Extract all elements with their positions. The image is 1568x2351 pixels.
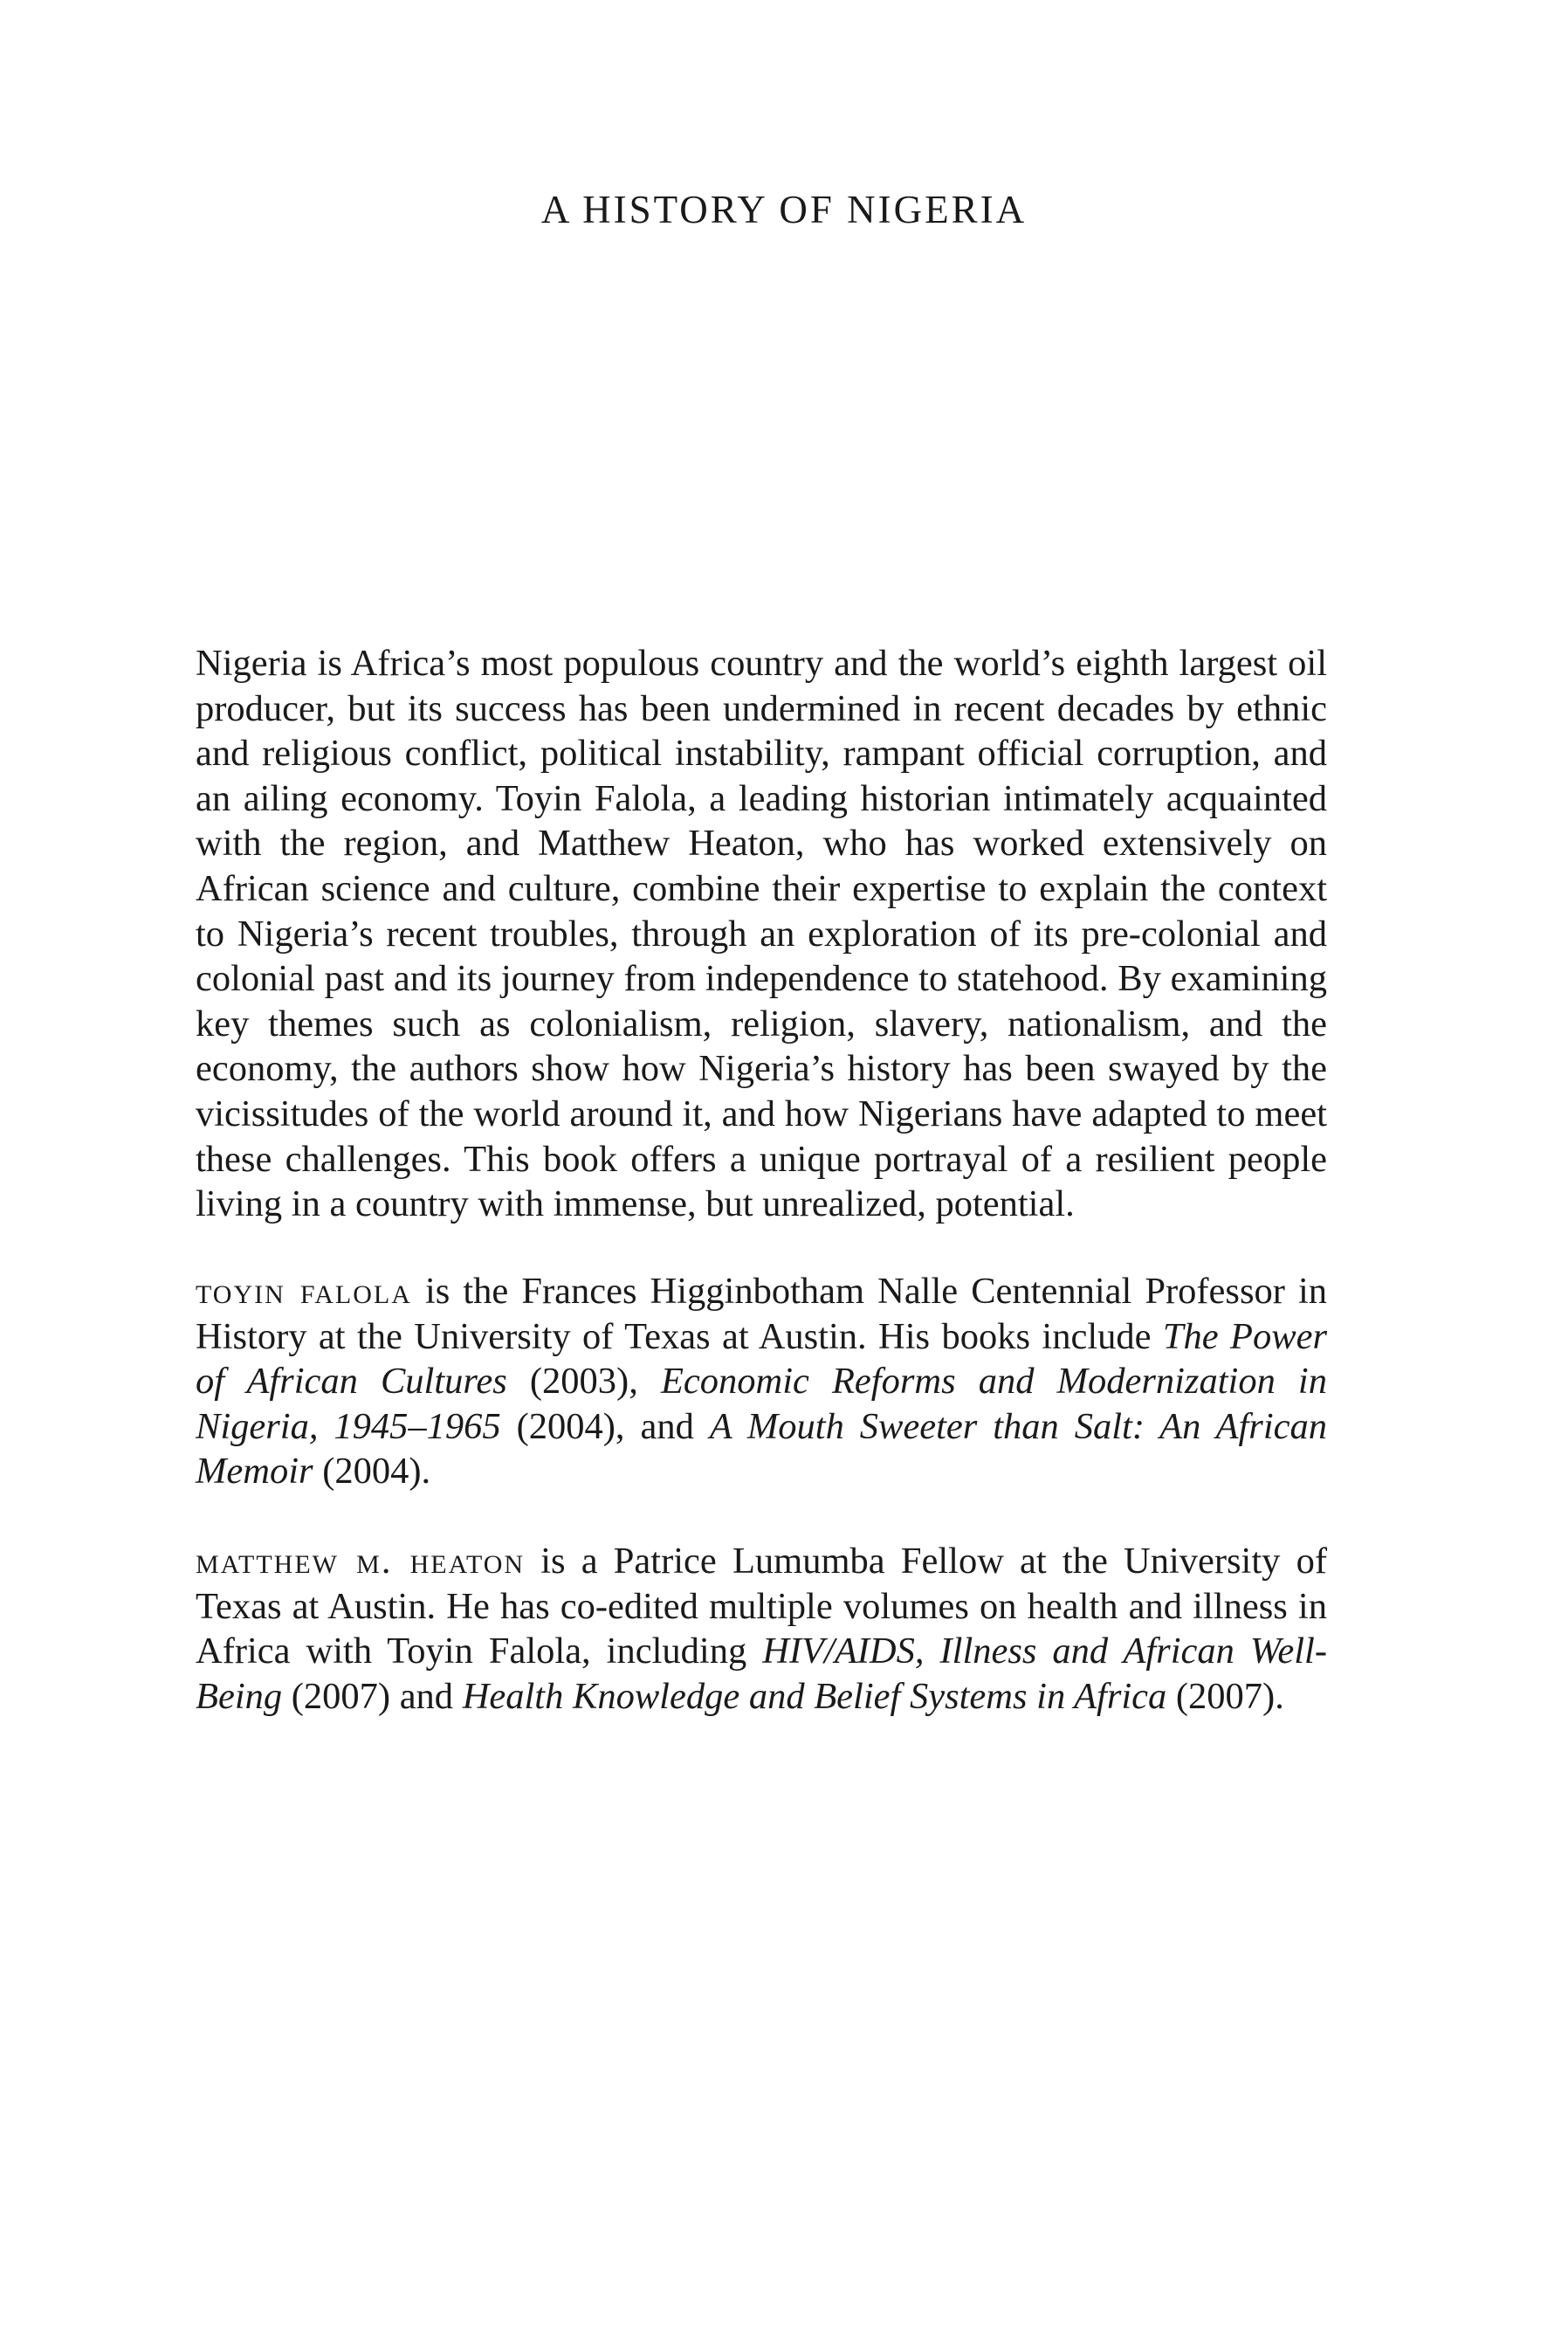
bio-text: (2003), bbox=[506, 1361, 661, 1403]
book-title: Economic Reforms and Modernization in Nigeria, 1945–1965 bbox=[196, 1361, 1327, 1447]
bio-text: is a Patrice Lumumba Fellow at the University of Texas at Austin. He has co-edited multiple volumes on health and illness in Africa with Toyin Falola, including bbox=[196, 1541, 1327, 1672]
book-title: The Power of African Cultures bbox=[196, 1315, 1327, 1403]
bio-text: (2004). bbox=[313, 1451, 431, 1493]
book-title: HIV/AIDS, Illness and African Well-Being bbox=[196, 1631, 1327, 1717]
bio-text: (2007) and bbox=[282, 1675, 463, 1717]
book-description: Nigeria is Africa’s most populous country and the world’s eighth largest oil producer, but its success has been undermined in recent decades by ethnic and religious conflict, political instability, rampant official corruption, and an ailing economy. Toyin Falola, a leading historian intimately acquainted with the region, and Matthew Heaton, who has worked extensively on African science and culture, combine their expertise to explain the context to Nigeria’s recent troubles, through an exploration of its pre-colonial and colonial past and its journey from independence to statehood. By examining key themes such as colonialism, religion, slavery, nationalism, and the economy, the authors show how Nigeria’s history has been swayed by the vicissitudes of the world around it, and how Nigerians have adapted to meet these challenges. This book offers a unique portrayal of a resilient people living in a country with immense, but unrealized, potential. bbox=[196, 643, 1327, 1225]
bio-text: (2007). bbox=[1166, 1675, 1284, 1717]
bio-text: is the Frances Higginbotham Nalle Centennial Professor in History at the University of Texas at Austin. His books include bbox=[196, 1271, 1327, 1357]
page-title: A HISTORY OF NIGERIA bbox=[540, 188, 1028, 231]
author-name: toyin falola bbox=[196, 1271, 412, 1312]
author-bio-heaton bbox=[196, 1539, 1327, 1719]
book-title: A Mouth Sweeter than Salt: An African Memoir bbox=[196, 1405, 1328, 1493]
author-bio-falola bbox=[196, 1269, 1327, 1494]
book-title: Health Knowledge and Belief Systems in Africa bbox=[462, 1675, 1167, 1717]
bio-text: (2004), and bbox=[500, 1405, 710, 1447]
author-name: matthew m. heaton bbox=[196, 1541, 526, 1582]
